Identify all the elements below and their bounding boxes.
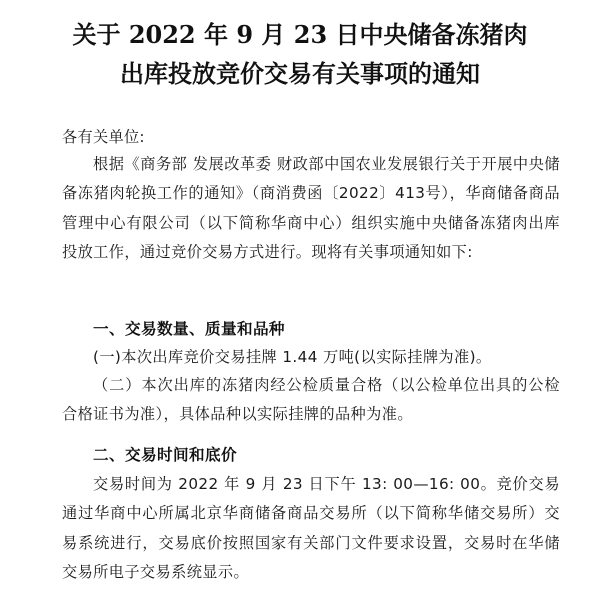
- item-1-1-paragraph: (一)本次出库竞价交易挂牌 1.44 万吨(以实际挂牌为准)。: [93, 348, 492, 366]
- document-title-line-1: 关于 2022 年 9 月 23 日中央储备冻猪肉: [72, 20, 528, 49]
- document-title-line-2: 出库投放竞价交易有关事项的通知: [120, 59, 480, 88]
- salutation: 各有关单位:: [62, 128, 145, 146]
- item-2-paragraph: 交易时间为 2022 年 9 月 23 日下午 13: 00—16: 00。竞价交易通过华商中心所属北京华商储备商品交易所（以下简称华储交易所）交易系统进行，交易底价按照国家有关部门文件要求设置，交易时在华储交易所电子交易系统显示。: [62, 475, 560, 581]
- section-heading-time-price: 二、交易时间和底价: [93, 446, 237, 464]
- item-1-2-paragraph: （二）本次出库的冻猪肉经公检质量合格（以公检单位出具的公检合格证书为准），具体品种以实际挂牌的品种为准。: [62, 376, 560, 424]
- section-heading-quantity-quality: 一、交易数量、质量和品种: [93, 320, 285, 338]
- intro-paragraph: 根据《商务部 发展改革委 财政部中国农业发展银行关于开展中央储备冻猪肉轮换工作的通知》（商消费函〔2022〕413号），华商储备商品管理中心有限公司（以下简称华商中心）组织实施中央储备冻猪肉出库投放工作，通过竞价交易方式进行。现将有关事项通知如下:: [62, 155, 560, 261]
